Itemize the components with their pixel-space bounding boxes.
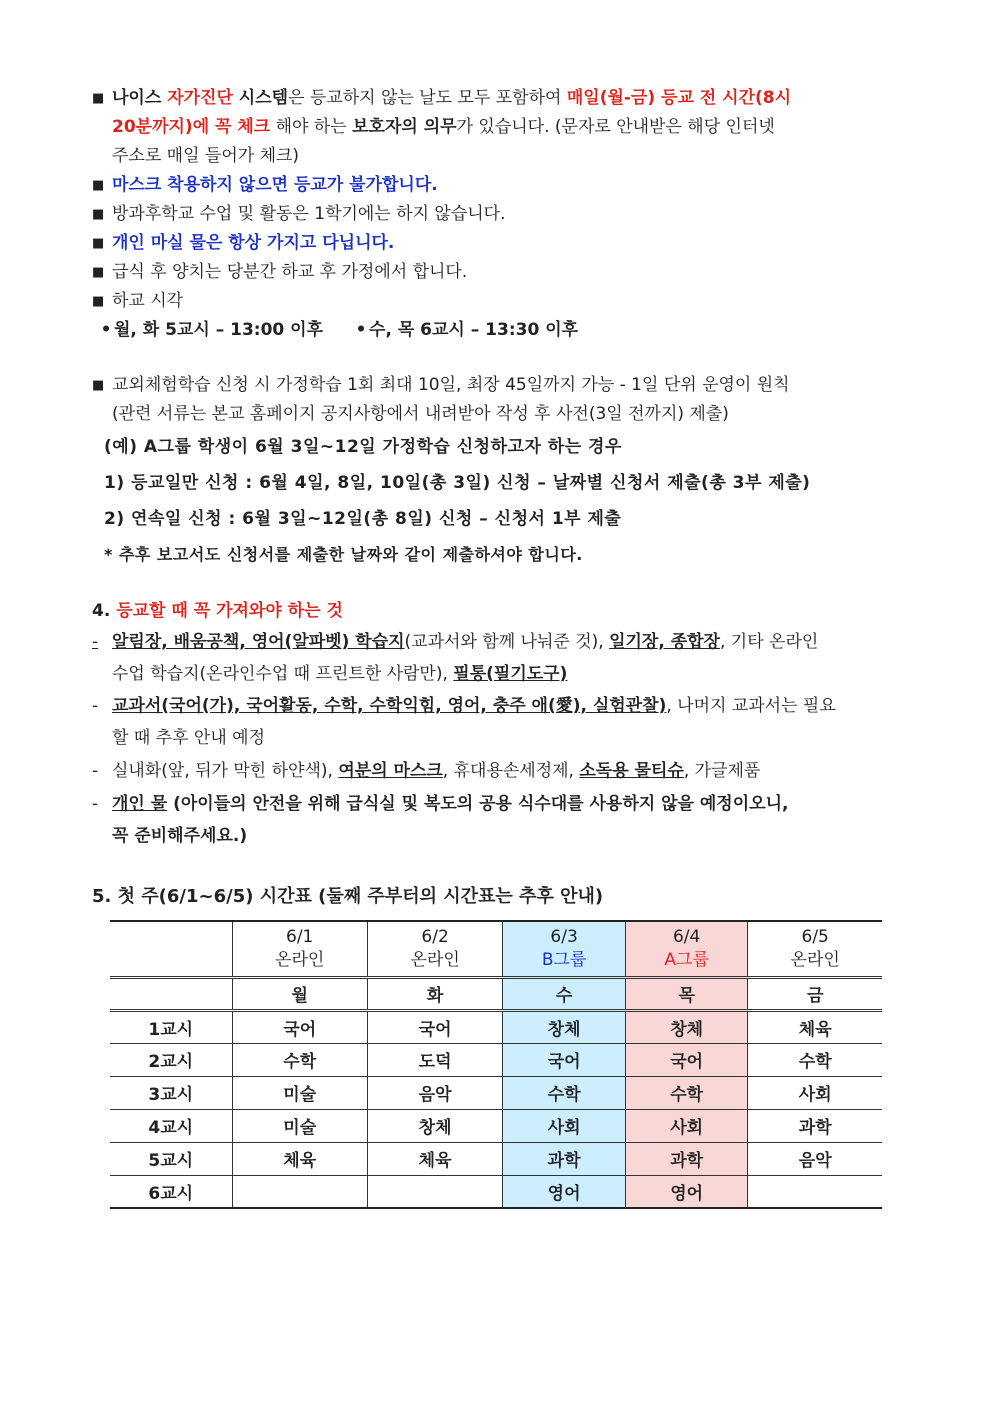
timetable [110,920,882,1209]
date-cell: 6/2 온라인 [367,921,502,977]
table-row: 3교시 미술 음악 수학 수학 사회 [110,1076,882,1109]
date-cell: 6/4 A그룹 [625,921,748,977]
section4-heading: 4. 등교할 때 꼭 가져와야 하는 것 [92,601,343,621]
period-cell: 3교시 [110,1076,232,1109]
section5-heading: 5. 첫 주(6/1~6/5) 시간표 (둘째 주부터의 시간표는 추후 안내) [92,886,604,907]
section4-item-2: - 교과서(국어(가), 국어활동, 수학, 수학익힘, 영어, 충주 애(愛), 실험관찰), 나머지 교과서는 필요 [92,696,836,716]
period-cell: 1교시 [110,1010,232,1043]
day-cell: 수 [503,977,626,1010]
square-bullet-icon: ■ [92,378,105,393]
bullet-mask: ■ 마스크 착용하지 않으면 등교가 불가합니다. [92,171,900,200]
bullet-water: ■ 개인 마실 물은 항상 가지고 다닙니다. [92,229,900,258]
section4-item-4: - 개인 물 (아이들의 안전을 위해 급식실 및 복도의 공용 식수대를 사용하지 않을 예정이오니, [92,794,789,814]
timetable-header-dates [110,921,882,977]
table-row: 2교시 수학 도덕 국어 국어 수학 [110,1043,882,1076]
square-bullet-icon: ■ [92,236,105,251]
date-cell: 6/3 B그룹 [503,921,626,977]
period-cell: 6교시 [110,1175,232,1208]
example-note: * 추후 보고서도 신청서를 제출한 날짜와 같이 제출하셔야 합니다. [104,545,583,564]
dismissal-times: • 월, 화 5교시 – 13:00 이후 • 수, 목 6교시 – 13:30 이후 [92,316,900,345]
day-cell: 금 [748,977,882,1010]
bullet-self-check: ■ 나이스 자가진단 시스템은 등교하지 않는 날도 모두 포함하여 매일(월-금) 등교 전 시간(8시 [92,84,900,113]
date-cell: 6/1 온라인 [232,921,367,977]
square-bullet-icon: ■ [92,207,105,222]
square-bullet-icon: ■ [92,91,105,106]
example-item-1: 1) 등교일만 신청 : 6월 4일, 8일, 10일(총 3일) 신청 – 날짜별 신청서 제출(총 3부 제출) [104,473,811,493]
day-cell: 월 [232,977,367,1010]
table-row: 1교시 국어 국어 창체 창체 체육 [110,1010,882,1043]
table-row: 6교시 영어 영어 [110,1175,882,1208]
section4-item-3: - 실내화(앞, 뒤가 막힌 하얀색), 여분의 마스크, 휴대용손세정제, 소독용 물티슈, 가글제품 [92,761,761,781]
section4-item-1: - 알림장, 배움공책, 영어(알파벳) 학습지(교과서와 함께 나눠준 것), 일기장, 종합장, 기타 온라인 [92,632,819,652]
timetable-header-days [110,977,882,1010]
period-cell: 5교시 [110,1142,232,1175]
square-bullet-icon: ■ [92,294,105,309]
bullet-field-trip: ■ 교외체험학습 신청 시 가정학습 1회 최대 10일, 최장 45일까지 가능 - 1일 단위 운영이 원칙 [92,371,900,400]
period-cell: 2교시 [110,1043,232,1076]
date-cell: 6/5 온라인 [748,921,882,977]
day-cell: 목 [625,977,748,1010]
bullet-brushing: ■ 급식 후 양치는 당분간 하교 후 가정에서 합니다. [92,258,900,287]
period-cell: 4교시 [110,1109,232,1142]
notice-document: ■ 나이스 자가진단 시스템은 등교하지 않는 날도 모두 포함하여 매일(월-금) 등교 전 시간(8시 20분까지)에 꼭 체크 해야 하는 보호자의 의무가 있습니다. (문자로 안내받은 해당 인터넷 주소로 매일 들어가 체크) ■ 마스크 착용하지 않으면 등교가 불가합니다. ■ 방과후학교 수업 및 활동은 1학기에는 하지 않습니다. ■ 개인 마실 물은 항상 가지고 다닙니다. ■ 급식 후 양치는 당분간 하교 후 가정에서 합니다. ■ 하교 시각 • 월, 화 5교시 – 13:00 이후 • 수, 목 6교시 – 13:30 이후 ■ 교외체험학습 신청 시 가정학습 1회 최대 10일, 최장 45일까지 가능 - 1일 단위 운영이 원칙 (관련 서류는 본교 홈페이지 공지사항에서 내려받아 작성 후 사전(3일 전까지) 제출) (예) A그룹 학생이 6월 3일~12일 가정학습 신청하고자 하는 경우 1) 등교일만 신청 : 6월 4일, 8일, 10일(총 3일) 신청 – 날짜별 신청서 제출(총 3부 제출) 2) 연속일 신청 : 6월 3일~12일(총 8일) 신청 – 신청서 1부 제출 * 추후 보고서도 신청서를 제출한 날짜와 같이 제출하셔야 합니다. 4. 등교할 때 꼭 가져와야 하는 것 - 알림장, 배움공책, 영어(알파벳) 학습지(교과서와 함께 나눠준 것), 일기장, 종합장, 기타 온라인 수업 학습지(온라인수업 때 프린트한 사람만), 필통(필기도구) - 교과서(국어(가), 국어활동, 수학, 수학익힘, 영어, 충주 애(愛), 실험관찰), 나머지 교과서는 필요 할 때 추후 안내 예정 - 실내화(앞, 뒤가 막힌 하얀색), 여분의 마스크, 휴대용손세정제, 소독용 물티슈, 가글제품 - 개인 물 (아이들의 안전을 위해 급식실 및 복도의 공용 식수대를 사용하지 않을 예정이오니, 꼭 준비해주세요.) 5. 첫 주(6/1~6/5) 시간표 (둘째 주부터의 시간표는 추후 안내) 6/1 온라인 6/2 온라인 6/3 B그룹 6/4 A그룹 6/5 온라인 월 화 수 목 금 1교시 국어 국어 창체 창체 체육 2교시 수학 도덕 국어 국어 수학 3교시 미술 음악 수학 수학 사회 4교시 미술 창체 사회 사회 과학 5교시 체육 체육 과학 과학 음악 6교시 영어 영어 [92,84,900,1209]
example-heading: (예) A그룹 학생이 6월 3일~12일 가정학습 신청하고자 하는 경우 [104,437,622,457]
dot-bullet-icon: • [100,320,112,340]
example-item-2: 2) 연속일 신청 : 6월 3일~12일(총 8일) 신청 – 신청서 1부 제출 [104,509,622,529]
table-row: 5교시 체육 체육 과학 과학 음악 [110,1142,882,1175]
dot-bullet-icon: • [355,320,367,340]
table-row: 4교시 미술 창체 사회 사회 과학 [110,1109,882,1142]
bullet-afterschool: ■ 방과후학교 수업 및 활동은 1학기에는 하지 않습니다. [92,200,900,229]
square-bullet-icon: ■ [92,178,105,193]
square-bullet-icon: ■ [92,265,105,280]
bullet-dismissal: ■ 하교 시각 [92,287,900,316]
day-cell: 화 [367,977,502,1010]
